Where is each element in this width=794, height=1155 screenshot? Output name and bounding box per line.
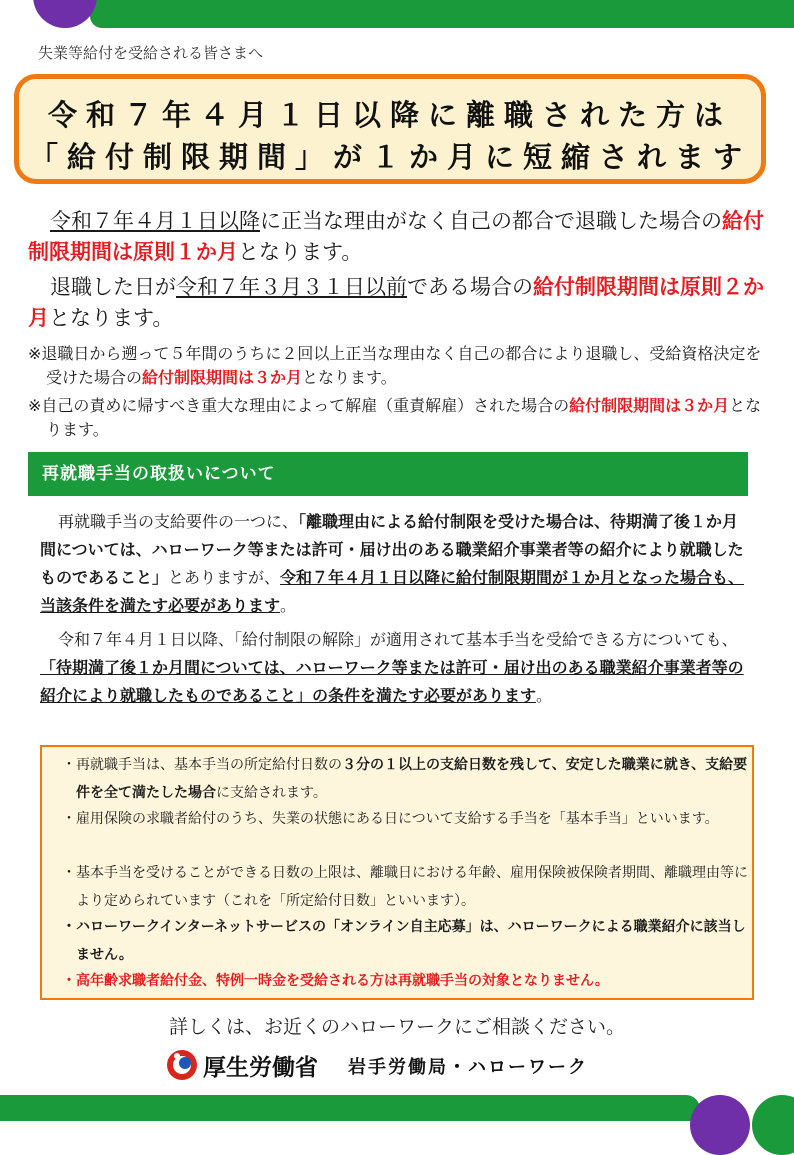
bottom-purple-circle: [690, 1095, 750, 1155]
para1-bold: 「離職理由による給付制限を受けた場合は、待期満了後１か月間については、ハローワーク等または許可・届け出のある職業紹介事業者等の紹介により就職したものであること」: [40, 512, 744, 587]
ministry-logo-icon: [165, 1048, 199, 1082]
bottom-green-bar: [0, 1095, 700, 1121]
note1-tail: となります。: [302, 368, 397, 387]
note2-text: ※自己の責めに帰すべき重大な理由によって解雇（重責解雇）された場合の: [28, 396, 570, 415]
contact-line: 詳しくは、お近くのハローワークにご相談ください。: [168, 1016, 625, 1038]
para1-bold-underlined: 令和７年４月１日以降に給付制限期間が１か月となった場合も、当該条件を満たす必要があります: [40, 568, 745, 615]
audience-line: 失業等給付を受給される皆さまへ: [38, 44, 264, 62]
intro2-tail: となります。: [49, 306, 174, 330]
para1-mid: とありますが、: [168, 568, 281, 587]
bullet1-bold: ３分の１以上の支給日数を残して、安定した職業に就き、支給要件を全て満たした場合: [76, 757, 748, 801]
intro2-mid: である場合の: [407, 275, 533, 299]
bullet-4: ・ハローワークインターネットサービスの「オンライン自主応募」は、ハローワークによる職業紹介に該当しません。: [62, 919, 746, 963]
headline-line-1: 令和７年４月１日以降に離職された方は: [47, 98, 732, 132]
bullet1-tail: に支給されます。: [216, 785, 327, 801]
intro2-red: 給付制限期間は原則２か月: [28, 275, 764, 330]
info-box: [40, 745, 754, 1000]
top-green-bar: [90, 0, 794, 28]
note-1: [28, 342, 773, 390]
para1-tail: 。: [280, 596, 297, 615]
top-decoration: [0, 0, 794, 30]
intro1-tail: となります。: [238, 240, 363, 264]
ministry-name: 厚生労働省: [203, 1055, 318, 1081]
para1-lead: 再就職手当の支給要件の一つに、: [58, 512, 299, 531]
bottom-green-circle: [752, 1095, 794, 1155]
headline-line-2: 「給付制限期間」が１か月に短縮されます: [28, 140, 751, 174]
intro1-mid: に正当な理由がなく自己の都合で退職した場合の: [260, 209, 722, 233]
intro-paragraph-2: [28, 272, 768, 334]
bottom-decoration: [0, 1091, 794, 1121]
intro1-red: 給付制限期間は原則１か月: [28, 209, 764, 264]
intro1-underlined-date: 令和７年４月１日以降: [50, 209, 260, 233]
bureau-name: 岩手労働局・ハローワーク: [348, 1057, 588, 1078]
para2-tail: 。: [536, 686, 553, 705]
ministry-logo-row: [165, 1046, 645, 1086]
reemployment-paragraph-1: [40, 508, 752, 620]
note1-text: ※退職日から遡って５年間のうちに２回以上正当な理由なく自己の都合により退職し、受給資格決定を受けた場合の: [28, 344, 762, 387]
section-header-reemployment: 再就職手当の取扱いについて: [28, 452, 748, 496]
intro2-lead: 退職した日が: [50, 275, 176, 299]
bullet1-lead: ・再就職手当は、基本手当の所定給付日数の: [62, 757, 342, 773]
headline-box: [14, 74, 766, 184]
note-2: [28, 394, 773, 442]
bullet-2: ・雇用保険の求職者給付のうち、失業の状態にある日について支給する手当を「基本手当」といいます。: [62, 811, 719, 827]
note2-tail: となります。: [46, 396, 762, 439]
para2-lead: 令和７年４月１日以降、「給付制限の解除」が適用されて基本手当を受給できる方についても、: [58, 630, 738, 649]
bullet-1: [62, 751, 756, 807]
intro-paragraph-1: [28, 206, 768, 268]
bullet-5: ・高年齢求職者給付金、特例一時金を受給される方は再就職手当の対象となりません。: [62, 973, 609, 989]
note1-red: 給付制限期間は３か月: [142, 368, 303, 387]
top-purple-circle: [33, 0, 97, 28]
note2-red: 給付制限期間は３か月: [569, 396, 730, 415]
intro2-underlined-date: 令和７年３月３１日以前: [176, 275, 407, 299]
reemployment-paragraph-2: [40, 626, 752, 710]
para2-bold-underlined: 「待期満了後１か月間については、ハローワーク等または許可・届け出のある職業紹介事業者等の紹介により就職したものであること」の条件を満たす必要があります: [40, 658, 744, 705]
bullet-3: ・基本手当を受けることができる日数の上限は、離職日における年齢、雇用保険被保険者期間、離職理由等により定められています（これを「所定給付日数」といいます）。: [62, 865, 748, 909]
